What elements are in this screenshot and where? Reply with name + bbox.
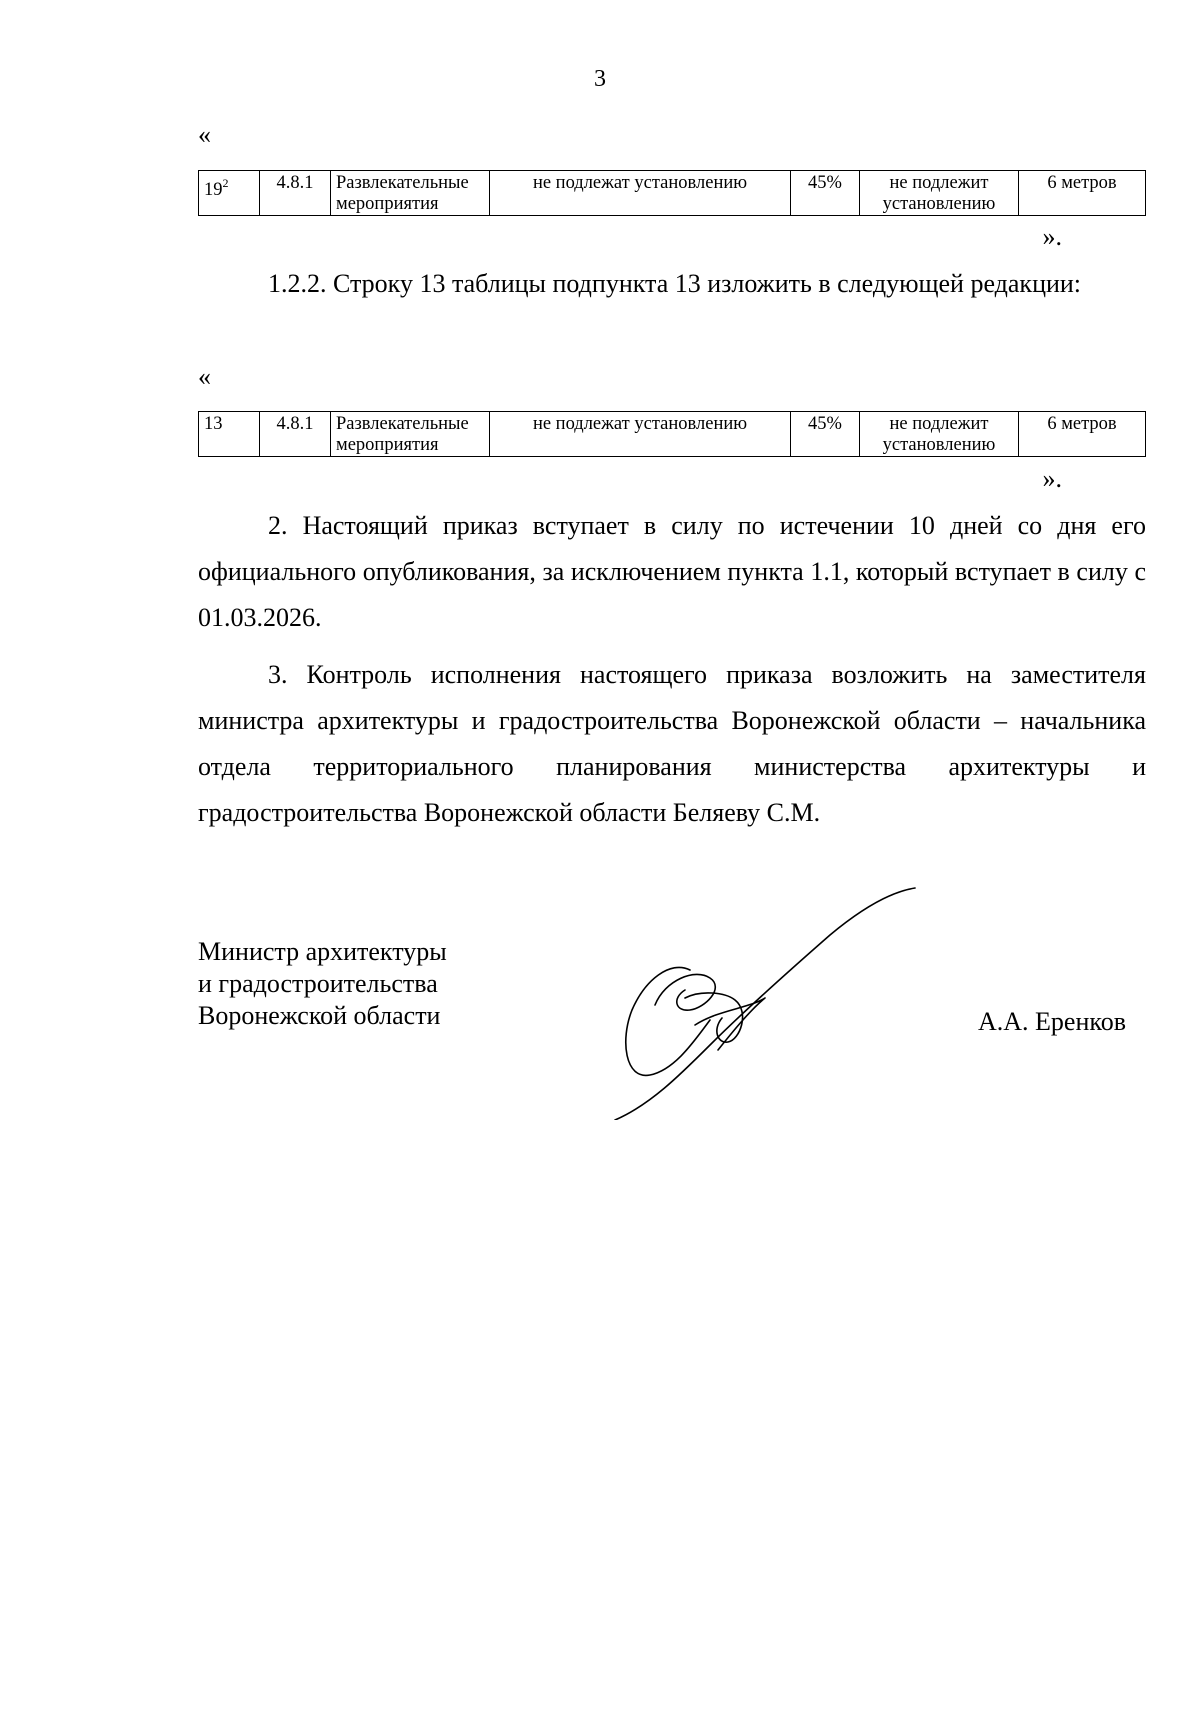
opening-quote-2: « bbox=[198, 362, 211, 391]
signatory-title bbox=[198, 936, 447, 1032]
signatory-title-line: Воронежской области bbox=[198, 1001, 441, 1030]
cell-setback: 6 метров bbox=[1019, 171, 1146, 216]
handwritten-signature bbox=[600, 880, 920, 1120]
table-row bbox=[199, 412, 1146, 457]
cell-code: 4.8.1 bbox=[260, 171, 331, 216]
cell-use-name: Развлекательные мероприятия bbox=[331, 171, 490, 216]
signatory-title-line: Министр архитектуры bbox=[198, 937, 447, 966]
cell-code: 4.8.1 bbox=[260, 412, 331, 457]
cell-setback: 6 метров bbox=[1019, 412, 1146, 457]
cell-percent: 45% bbox=[791, 412, 860, 457]
paragraph-2: 2. Настоящий приказ вступает в силу по истечении 10 дней со дня его официального опубликования, за исключением пункта 1.1, который вступает в силу с 01.03.2026. bbox=[198, 511, 1146, 632]
cell-percent: 45% bbox=[791, 171, 860, 216]
opening-quote-1: « bbox=[198, 120, 211, 149]
cell-row-number: 13 bbox=[199, 412, 260, 457]
superscript: 2 bbox=[222, 176, 229, 190]
paragraph-1-2-2: 1.2.2. Строку 13 таблицы подпункта 13 изложить в следующей редакции: bbox=[268, 269, 1082, 298]
signatory-title-line: и градостроительства bbox=[198, 969, 438, 998]
closing-quote-1: ». bbox=[1042, 222, 1062, 251]
paragraph-3: 3. Контроль исполнения настоящего приказа возложить на заместителя министра архитектуры и градостроительства Воронежской области – начальника отдела территориального планирования министерства архитектуры и градостроительства Воронежской области Беляеву С.М. bbox=[198, 660, 1146, 827]
closing-quote-2: ». bbox=[1042, 464, 1062, 493]
signatory-name: А.А. Еренков bbox=[978, 1007, 1126, 1036]
cell-row-number: $19^2$ bbox=[199, 171, 260, 216]
cell-height: не подлежит установлению bbox=[860, 171, 1019, 216]
table-row bbox=[199, 171, 1146, 216]
page-number: 3 bbox=[594, 66, 606, 92]
amendment-table-1 bbox=[198, 170, 1146, 216]
cell-params: не подлежат установлению bbox=[490, 171, 791, 216]
amendment-table-2 bbox=[198, 411, 1146, 457]
cell-use-name: Развлекательные мероприятия bbox=[331, 412, 490, 457]
cell-params: не подлежат установлению bbox=[490, 412, 791, 457]
cell-height: не подлежит установлению bbox=[860, 412, 1019, 457]
